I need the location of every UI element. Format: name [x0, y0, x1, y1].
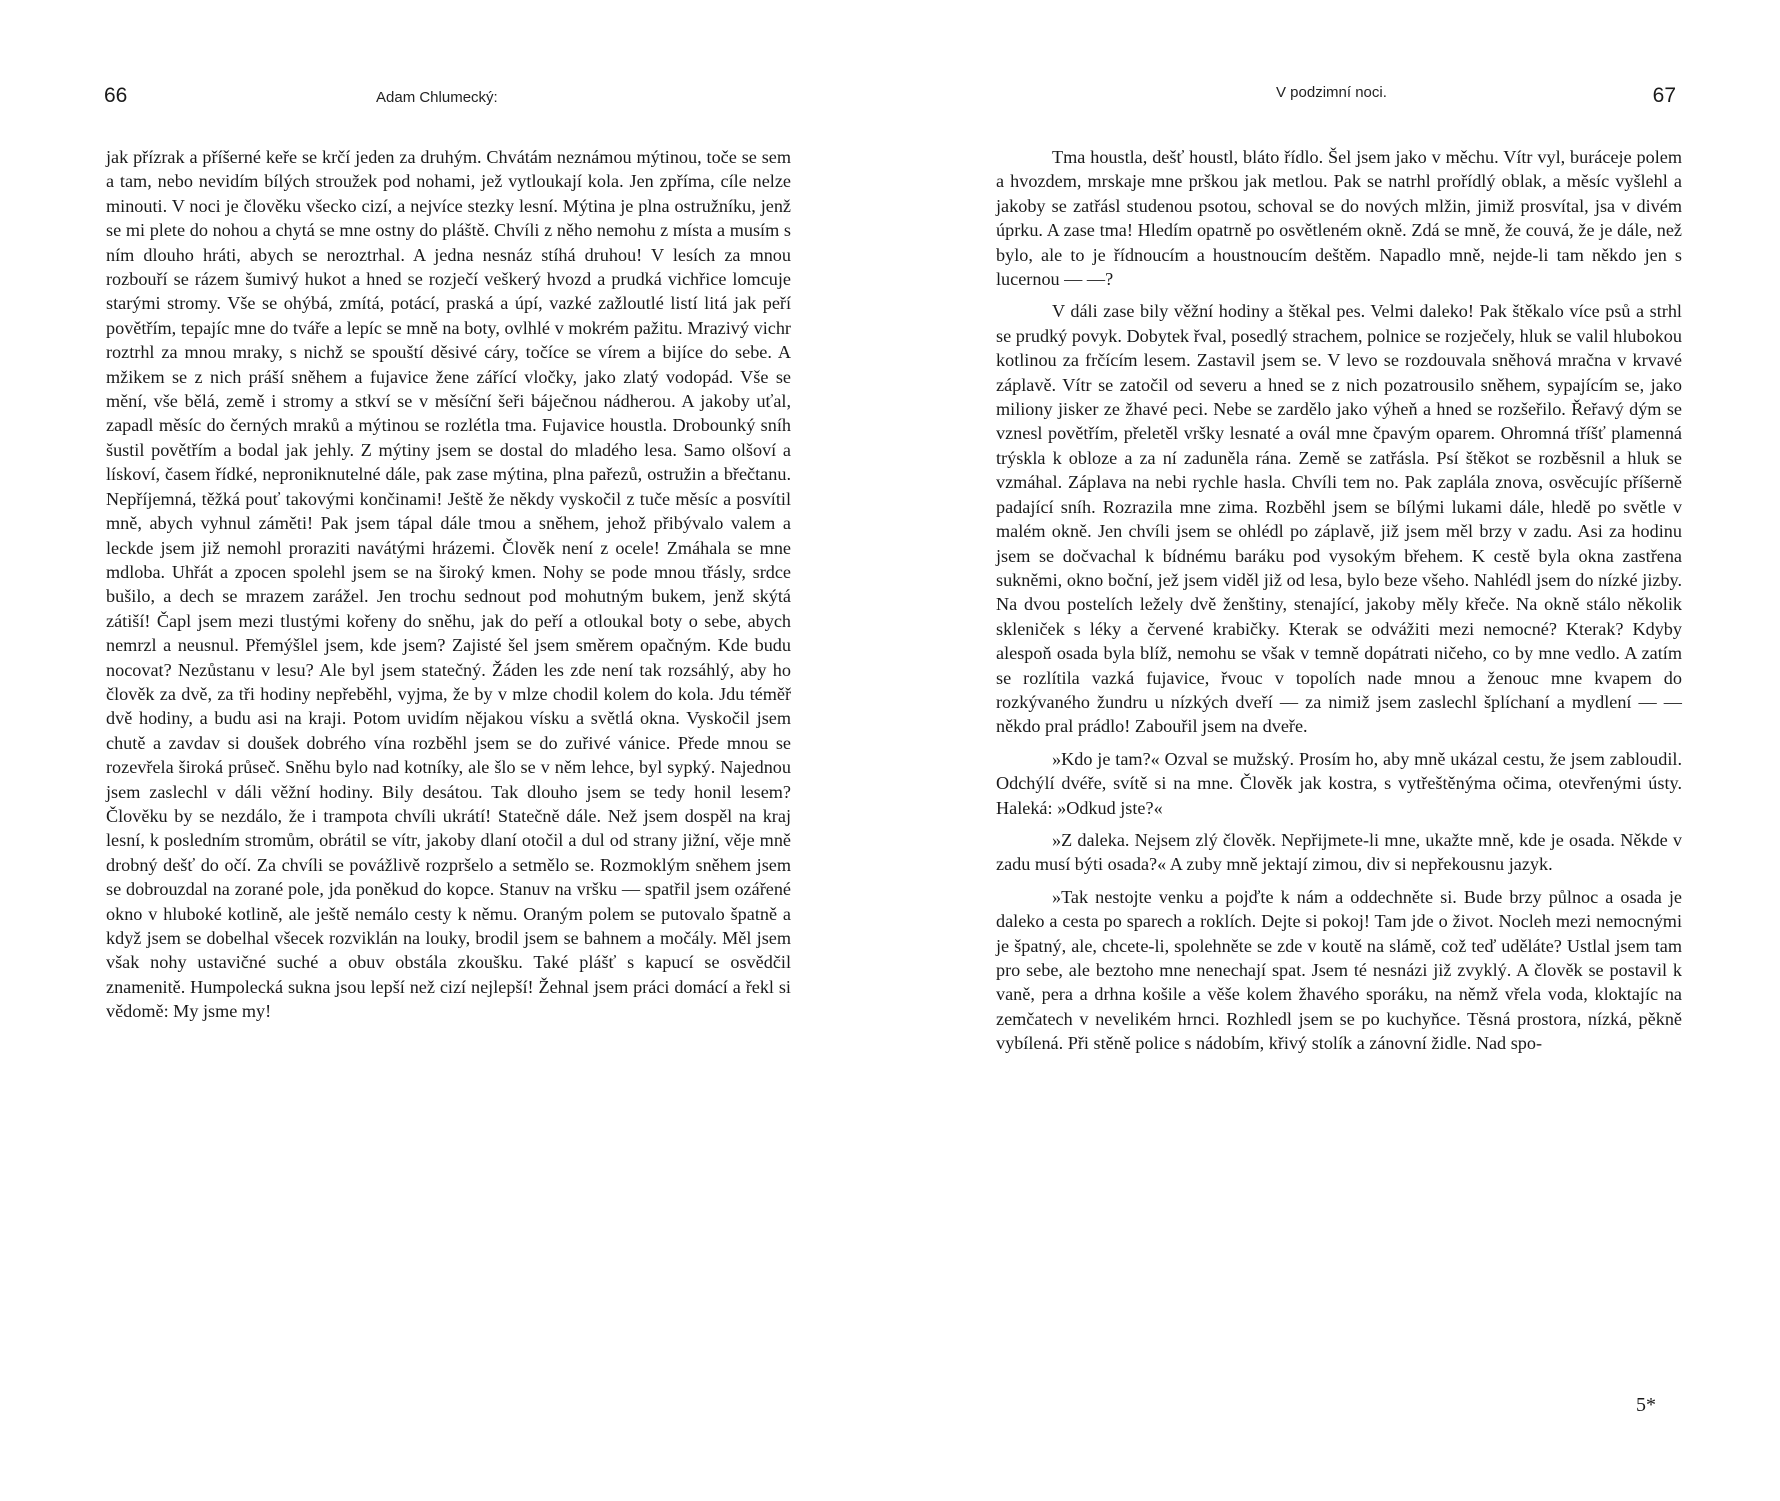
right-paragraph-5: »Tak nestojte venku a pojďte k nám a oddechněte si. Bude brzy půlnoc a osada je daleko a cesta po sparech a roklích. Dejte si pokoj! Tam jde o život. Nocleh mezi nemocnými je špatný, ale, chcete-li, spolehněte se zde v koutě na slámě, což teď uděláte? Ustlal jsem tam pro sebe, ale beztoho mne nenechají spat. Jsem té nesnázi již zvyklý. A člověk se postavil k vaně, pera a drhna košile a věše kolem žhavého sporáku, na němž vřela voda, kloktajíc na zemčatech v nevelikém hrnci. Rozhledl jsem se po kuchyňce. Těsná prostora, nízká, pěkně vybílená. Při stěně police s nádobím, křivý stolík a zánovní židle. Nad spo- [996, 886, 1682, 1054]
left-paragraph-1: jak přízrak a příšerné keře se krčí jeden za druhým. Chvátám neznámou mýtinou, toče se sem a tam, nebo nevidím bílých stroužek pod nohami, jež vytloukají kola. Jen zpříma, cíle nelze minouti. V noci je člověku všecko cizí, a nejvíce stezky lesní. Mýtina je plna ostružníku, jenž se mi plete do nohou a chytá se mne ostny do pláště. Chvíli z něho nemohu z místa a musím s ním dlouho hráti, abych se neroztrhal. A jedna nesnáz stíhá druhou! V lesích za mnou rozbouří se rázem šumivý hukot a hned se rozječí veškerý hvozd a prudká vichřice lomcuje starými stromy. Vše se ohýbá, zmítá, potácí, praská a úpí, vazké zažloutlé listí litá jak peří povětřím, tepajíc mne do tváře a lepíc se mně na boty, ovlhlé v mokrém pažitu. Mrazivý vichr roztrhl za mnou mraky, s nichž se spouští děsivé cáry, točíce se vírem a bijíce do sebe. A mžikem se z nich práší sněhem a fujavice žene zářící vločky, jako zlatý vodopád. Vše se mění, vše bělá, země i stromy a stkví se v měsíční šeři báječnou nádherou. A jakoby uťal, zapadl měsíc do černých mraků a mýtinou se rozlétla tma. Fujavice houstla. Drobounký sníh šustil povětřím a bodal jak jehly. Z mýtiny jsem se dostal do mladého lesa. Samo olšoví a lískoví, časem řídké, neproniknutelné dále, pak zase mýtina, plna pařezů, ostružin a břečtanu. Nepříjemná, těžká pouť takovými končinami! Ještě že někdy vyskočil z tuče měsíc a posvítil mně, abych vyhnul záměti! Pak jsem tápal dále tmou a sněhem, jehož přibývalo valem a leckde jsem již nemohl proraziti navátými hrázemi. Člověk není z ocele! Zmáhala se mne mdloba. Uhřát a zpocen spolehl jsem se na široký kmen. Nohy se pode mnou třásly, srdce bušilo, a dech se mrazem zarážel. Jen trochu sednout pod mohutným bukem, jenž skýtá zátiší! Čapl jsem mezi tlustými kořeny do sněhu, jak do peří a otloukal boty o sebe, abych nemrzl a neusnul. Přemýšlel jsem, kde jsem? Zajisté šel jsem směrem opačným. Kde budu nocovat? Nezůstanu v lesu? Ale byl jsem statečný. Žáden les zde není tak rozsáhlý, aby ho člověk za dvě, za tři hodiny nepřeběhl, vyjma, že by v mlze chodil kolem do kola. Jdu téměř dvě hodiny, a budu asi na kraji. Potom uvidím nějakou vísku a světlá okna. Vyskočil jsem chutě a zavdav si doušek dobrého vína rozběhl jsem se do zuřivé vánice. Přede mnou se rozevřela široká průseč. Sněhu bylo nad kotníky, ale šlo se v něm lehce, byl sypký. Najednou jsem zaslechl v dáli věžní hodiny. Bily desátou. Tak dlouho jsem se tedy honil lesem? Člověku by se nezdálo, že i trampota chvíli ukrátí! Statečně dále. Než jsem dospěl na kraj lesní, k posledním stromům, obrátil se vítr, jakoby dlaní otočil a dul od strany jižní, věje mně drobný dešť do očí. Za chvíli se povážlivě rozpršelo a setmělo se. Rozmoklým sněhem jsem se dobrouzdal na zorané pole, jda poněkud do kopce. Stanuv na vršku — spatřil jsem ozářené okno v hluboké kotlině, ale ještě nemálo cesty k němu. Oraným polem se putovalo špatně a když jsem se dobelhal všecek rozviklán na louky, brodil jsem se bahnem a močály. Měl jsem však nohy ustavičné suché a obuv obstála zkoušku. Také plášť s kapucí se osvědčil znamenitě. Humpolecká sukna jsou lepší než cizí nejlepší! Žehnal jsem práci domácí a řekl si vědomě: My jsme my! [106, 147, 791, 1022]
page-number-right: 67 [1652, 84, 1676, 107]
right-paragraph-2: V dáli zase bily věžní hodiny a štěkal pes. Velmi daleko! Pak štěkalo více psů a strhl se prudký povyk. Dobytek řval, posedlý strachem, polnice se rozječely, hluk se valil hlubokou kotlinou za frčícím lesem. Zastavil jsem se. V levo se rozdouvala sněhová mračna v krvavé záplavě. Vítr se zatočil od severu a hned se z nich pozatrousilo sněhem, sypajícím se, jako miliony jisker ze žhavé peci. Nebe se zardělo jako výheň a hned se rozšeřilo. Řeřavý dým se vznesl povětřím, přeletěl vršky lesnaté a ovál mne čpavým oparem. Ohromná tříšť plamenná trýskla k obloze a za ní zaduněla rána. Země se zatřásla. Psí štěkot se rozběsnil a hluk se vzmáhal. Záplava na nebi rychle hasla. Chvíli tem no. Pak zaplála znova, osvěcujíc příšerně padající sníh. Rozrazila mne zima. Rozběhl jsem se bílými lukami dále, hledě po světle v malém okně. Jen chvíli jsem se ohlédl po záplavě, již jsem měl brzy v zadu. Asi za hodinu jsem se dočvachal k bídnému baráku pod vysokým břehem. K cestě byla okna zastřena sukněmi, okno boční, jež jsem viděl již od lesa, bylo beze všeho. Nahlédl jsem do nízké jizby. Na dvou postelích ležely dvě ženštiny, stenající, jakoby měly křeče. Na okně stálo několik skleniček s léky a červené krabičky. Kterak se odvážiti mezi nemocné? Kterak? Kdyby alespoň osada byla blíž, nemohu se však v temně dopátrati ničeho, co by mne vedlo. A zatím se rozlítila vazká fujavice, řvouc v topolích nade mnou a ženouc mne kvapem do rozkývaného žundru u nízkých dveří — za nimiž jsem zaslechl šplíchaní a mydlení — — někdo pral prádlo! Zabouřil jsem na dveře. [996, 301, 1682, 737]
right-paragraph-1: Tma houstla, dešť houstl, bláto řídlo. Šel jsem jako v měchu. Vítr vyl, buráceje polem a hvozdem, mrskaje mne prškou jak metlou. Pak se natrhl prořídlý oblak, a měsíc vyšlehl a jakoby se zatřásl studenou psotou, schoval se do nových mlžin, jimiž prosvítal, jsa v divém úprku. A zase tma! Hledím opatrně po osvětleném okně. Zdá se mně, že couvá, že je dále, než bylo, ale to je řídnoucím a houstnoucím deštěm. Napadlo mně, nejde-li tam někdo jen s lucernou — —? [996, 147, 1682, 290]
running-head-right: V podzimní noci. [1276, 84, 1387, 101]
page-number-left: 66 [104, 84, 128, 107]
left-text-block [106, 145, 791, 1024]
signature-mark: 5* [1636, 1394, 1656, 1416]
running-head-left: Adam Chlumecký: [376, 89, 498, 106]
right-paragraph-4: »Z daleka. Nejsem zlý člověk. Nepřijmete-li mne, ukažte mně, kde je osada. Někde v zadu musí býti osada?« A zuby mně jektají zimou, div si nepřekousnu jazyk. [996, 829, 1682, 875]
right-page [890, 0, 1780, 1501]
right-paragraph-3: »Kdo je tam?« Ozval se mužský. Prosím ho, aby mně ukázal cestu, že jsem zabloudil. Odchýlí dvéře, svítě si na mne. Člověk jak kostra, s vytřeštěnýma očima, otevřenými ústy. Haleká: »Odkud jste?« [996, 748, 1682, 818]
right-text-block [996, 145, 1682, 1056]
